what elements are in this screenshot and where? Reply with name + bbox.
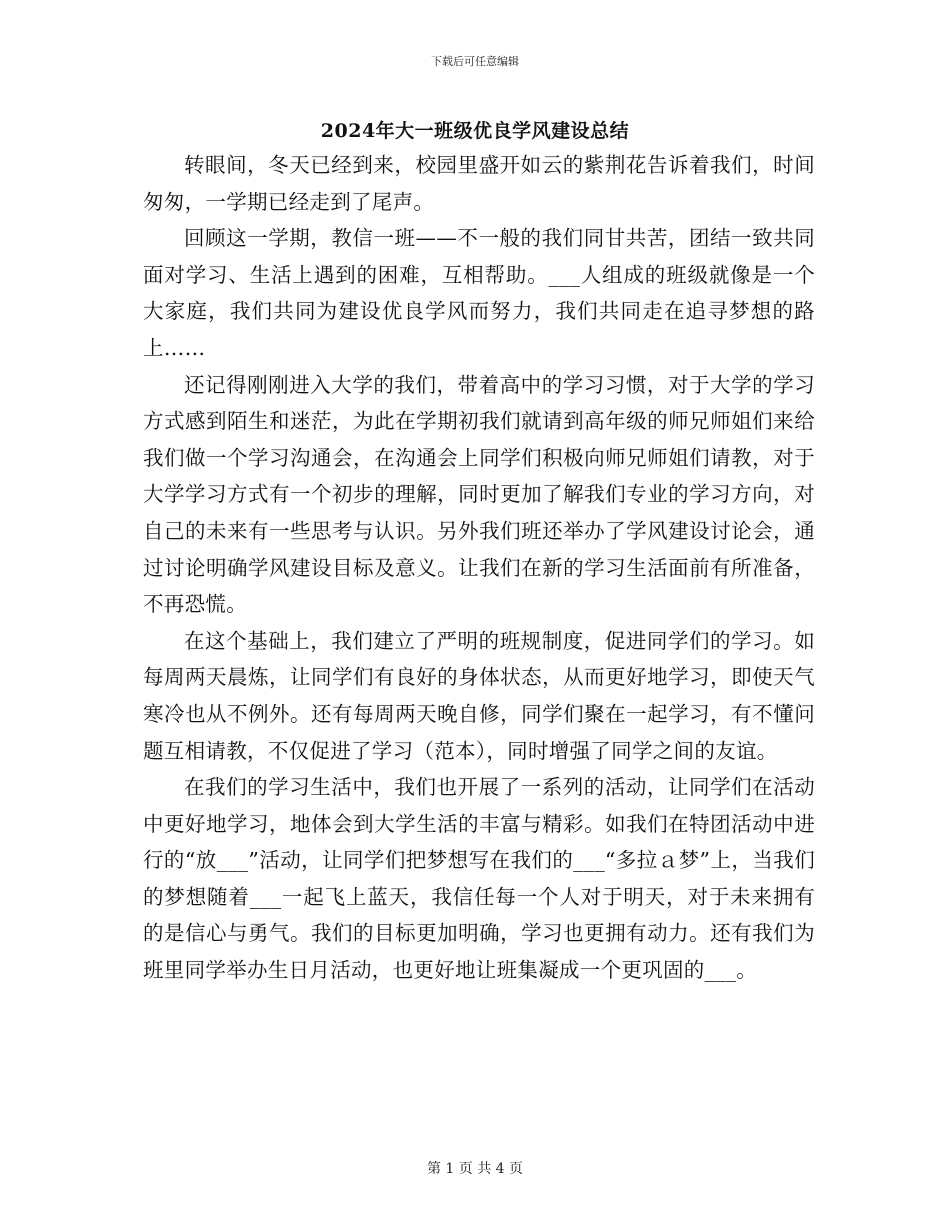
document-title: 2024年大一班级优良学风建设总结 (320, 120, 630, 142)
paragraph-1: 转眼间，冬天已经到来，校园里盛开如云的紫荆花告诉着我们，时间匆匆，一学期已经走到了尾声。 (143, 153, 815, 214)
paragraph-3: 还记得刚刚进入大学的我们，带着高中的学习习惯，对于大学的学习方式感到陌生和迷茫，为此在学期初我们就请到高年级的师兄师姐们来给我们做一个学习沟通会，在沟通会上同学们积极向师兄师姐们请教，对于大学学习方式有一个初步的理解，同时更加了解我们专业的学习方向，对自己的未来有一些思考与认识。另外我们班还举办了学风建设讨论会，通过讨论明确学风建设目标及意义。让我们在新的学习生活面前有所准备，不再恐慌。 (143, 372, 815, 617)
header-note: 下载后可任意编辑 (431, 55, 519, 68)
document-body (143, 147, 815, 989)
paragraph-4: 在这个基础上，我们建立了严明的班规制度，促进同学们的学习。如每周两天晨炼，让同学们有良好的身体状态，从而更好地学习，即使天气寒冷也从不例外。还有每周两天晚自修，同学们聚在一起学习，有不懂问题互相请教，不仅促进了学习（范本），同时增强了同学之间的友谊。 (143, 628, 815, 763)
page-number: 第 1 页 共 4 页 (426, 1161, 524, 1177)
paragraph-2: 回顾这一学期，教信一班——不一般的我们同甘共苦，团结一致共同面对学习、生活上遇到的困难，互相帮助。___人组成的班级就像是一个大家庭，我们共同为建设优良学风而努力，我们共同走在追寻梦想的路上…… (143, 226, 815, 360)
paragraph-5: 在我们的学习生活中，我们也开展了一系列的活动，让同学们在活动中更好地学习，地体会到大学生活的丰富与精彩。如我们在特团活动中进行的“放___”活动，让同学们把梦想写在我们的___“多拉ａ梦”上，当我们的梦想随着___一起飞上蓝天，我信任每一个人对于明天，对于未来拥有的是信心与勇气。我们的目标更加明确，学习也更拥有动力。还有我们为班里同学举办生日月活动，也更好地让班集凝成一个更巩固的___。 (143, 775, 815, 983)
